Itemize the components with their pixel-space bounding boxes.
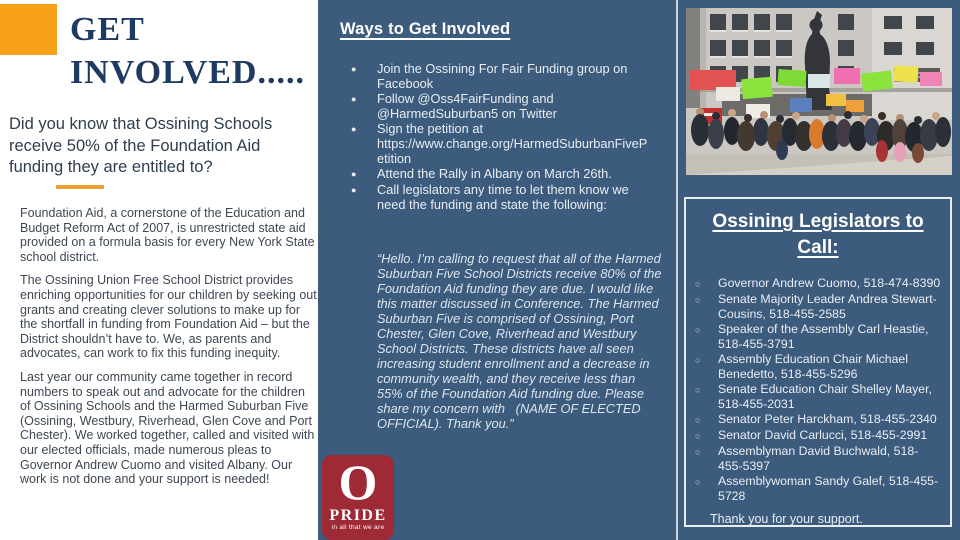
legislator-text: Governor Andrew Cuomo, 518-474-8390	[718, 276, 941, 290]
legislators-box	[684, 197, 952, 527]
circle-bullet-icon: ○	[695, 295, 701, 305]
legislator-text: Senator David Carlucci, 518-455-2991	[718, 428, 928, 442]
legislator-item	[686, 292, 950, 322]
circle-bullet-icon: ○	[695, 279, 701, 289]
legislator-text: Assemblyman David Buchwald, 518-455-5397	[718, 444, 919, 473]
page-title-line1: GET	[70, 11, 145, 48]
circle-bullet-icon: ○	[695, 355, 701, 365]
thanks-text: Thank you for your support.	[710, 512, 863, 526]
accent-rule	[56, 185, 104, 189]
bullet-icon: ●	[351, 169, 357, 179]
legislator-text: Speaker of the Assembly Carl Heastie, 518-455-3791	[718, 322, 929, 351]
legislator-text: Assemblywoman Sandy Galef, 518-455-5728	[718, 474, 939, 503]
list-item	[318, 91, 670, 121]
page-title	[70, 8, 305, 94]
list-item-text: Follow @Oss4FairFunding and @HarmedSuburban5 on Twitter	[377, 91, 557, 121]
body-paragraphs	[20, 206, 318, 496]
intro-question: Did you know that Ossining Schools receive 50% of the Foundation Aid funding they are entitled to?	[9, 115, 273, 176]
ways-heading: Ways to Get Involved	[340, 20, 511, 38]
list-item-text: Join the Ossining For Fair Funding group on Facebook	[377, 61, 628, 91]
right-panel	[678, 0, 960, 540]
rally-photo	[686, 8, 952, 175]
list-item-text: Sign the petition at https://www.change.org/HarmedSuburbanFivePetition	[377, 121, 648, 166]
left-panel	[0, 0, 318, 540]
call-script-quote: “Hello. I’m calling to request that all of the Harmed Suburban Five School Districts receive 80% of the Foundation Aid funding they are due. I would like this matter discussed in Conference. The Harmed Suburban Five is comprised of Ossining, Port Chester, Glen Cove, Riverhead and Westbury School Districts. These districts have all seen increasing student enrollment and a decrease in community wealth, and they receive less than 55% of the Foundation Aid funding due. Please share my concern with (NAME OF ELECTED OFFICIAL). Thank you.”	[377, 251, 666, 431]
list-item	[318, 166, 670, 182]
o-pride-logo	[322, 455, 394, 540]
legislators-heading: Ossining Legislators to Call:	[712, 211, 924, 258]
plaza	[686, 154, 952, 175]
list-item-text: Call legislators any time to let them know we need the funding and state the following:	[377, 182, 629, 212]
legislator-text: Assembly Education Chair Michael Benedetto, 518-455-5296	[718, 352, 909, 381]
circle-bullet-icon: ○	[695, 415, 701, 425]
legislators-list	[686, 276, 950, 504]
ways-list	[318, 61, 670, 212]
circle-bullet-icon: ○	[695, 477, 701, 487]
pride-tagline: in all that we are	[331, 524, 385, 531]
pride-o-letter: O	[338, 455, 378, 510]
legislator-item	[686, 276, 950, 292]
bullet-icon: ●	[351, 124, 357, 134]
page-title-line2: INVOLVED.....	[70, 54, 305, 91]
pride-word: PRIDE	[329, 507, 387, 524]
legislator-item	[686, 382, 950, 412]
accent-square	[0, 4, 57, 55]
legislator-text: Senate Education Chair Shelley Mayer, 518-455-2031	[718, 382, 932, 411]
list-item	[318, 121, 670, 166]
bullet-icon: ●	[351, 185, 357, 195]
paragraph: The Ossining Union Free School District provides enriching opportunities for our children by seeking out grants and creating clever solutions to make up for the shortfall in funding from Foundation Aid – but the District shouldn’t have to. We, as parents and advocates, can work to fix this funding inequity.	[20, 273, 317, 361]
paragraph: Foundation Aid, a cornerstone of the Education and Budget Reform Act of 2007, is unrestricted state aid provided on a formula basis for every New York State school district.	[20, 206, 315, 264]
bullet-icon: ●	[351, 94, 357, 104]
circle-bullet-icon: ○	[695, 447, 701, 457]
ways-panel	[318, 0, 676, 540]
bullet-icon: ●	[351, 64, 357, 74]
paragraph: Last year our community came together in record numbers to speak out and advocate for the children of Ossining Schools and the Harmed Suburban Five (Ossining, Westbury, Riverhead, Glen Cove and Port Chester). We worked together, called and visited with our elected officials, made numerous pleas to Governor Andrew Cuomo and visited Albany. Our work is not done and your support is needed!	[20, 369, 315, 487]
legislator-item	[686, 428, 950, 444]
legislator-item	[686, 444, 950, 474]
legislator-item	[686, 352, 950, 382]
legislator-text: Senate Majority Leader Andrea Stewart-Cousins, 518-455-2585	[718, 292, 937, 321]
legislator-item	[686, 412, 950, 428]
circle-bullet-icon: ○	[695, 385, 701, 395]
legislator-text: Senator Peter Harckham, 518-455-2340	[718, 412, 937, 426]
list-item-text: Attend the Rally in Albany on March 26th.	[377, 166, 612, 181]
circle-bullet-icon: ○	[695, 325, 701, 335]
legislator-item	[686, 322, 950, 352]
list-item	[318, 61, 670, 91]
circle-bullet-icon: ○	[695, 431, 701, 441]
list-item	[318, 182, 670, 212]
legislator-item	[686, 474, 950, 504]
